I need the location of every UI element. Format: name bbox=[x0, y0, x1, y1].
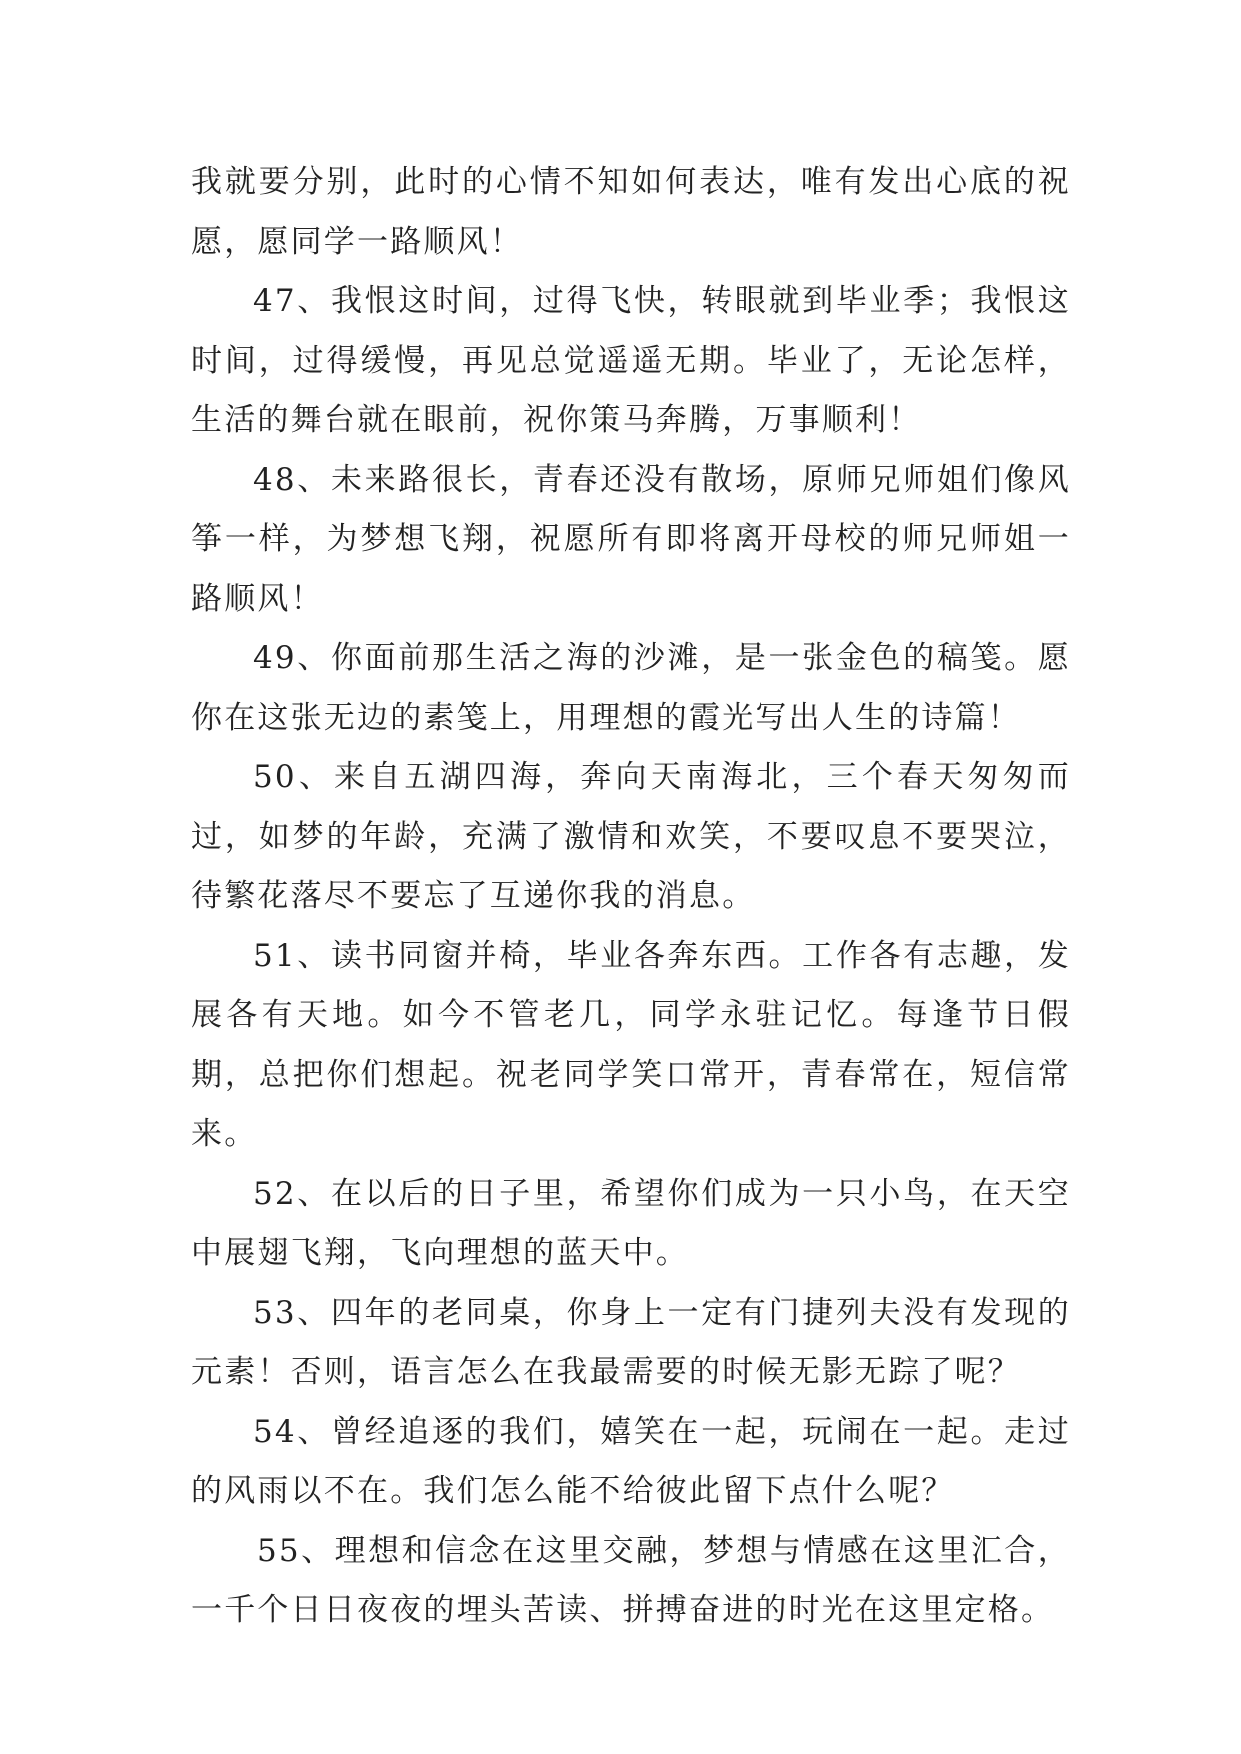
paragraph-55: 55、理想和信念在这里交融，梦想与情感在这里汇合，一千个日日夜夜的埋头苦读、拼搏奋进的时光在这里定格。 bbox=[191, 1532, 1071, 1628]
paragraph-51: 51、读书同窗并椅，毕业各奔东西。工作各有志趣，发展各有天地。如今不管老几，同学永驻记忆。每逢节日假期，总把你们想起。祝老同学笑口常开，青春常在，短信常来。 bbox=[191, 937, 1071, 1152]
paragraph-49: 49、你面前那生活之海的沙滩，是一张金色的稿笺。愿你在这张无边的素笺上，用理想的霞光写出人生的诗篇！ bbox=[191, 640, 1071, 736]
paragraph-53: 53、四年的老同桌，你身上一定有门捷列夫没有发现的元素！否则，语言怎么在我最需要的时候无影无踪了呢？ bbox=[191, 1294, 1071, 1390]
paragraph-48: 48、未来路很长，青春还没有散场，原师兄师姐们像风筝一样，为梦想飞翔，祝愿所有即将离开母校的师兄师姐一路顺风！ bbox=[191, 461, 1071, 617]
paragraph-54: 54、曾经追逐的我们，嬉笑在一起，玩闹在一起。走过的风雨以不在。我们怎么能不给彼此留下点什么呢？ bbox=[191, 1413, 1071, 1509]
paragraph-46-continuation: 我就要分别，此时的心情不知如何表达，唯有发出心底的祝愿，愿同学一路顺风！ bbox=[191, 164, 1071, 260]
paragraph-50: 50、来自五湖四海，奔向天南海北，三个春天匆匆而过，如梦的年龄，充满了激情和欢笑，不要叹息不要哭泣，待繁花落尽不要忘了互递你我的消息。 bbox=[191, 759, 1071, 914]
document-body bbox=[191, 153, 1071, 1641]
paragraph-47: 47、我恨这时间，过得飞快，转眼就到毕业季；我恨这时间，过得缓慢，再见总觉遥遥无期。毕业了，无论怎样，生活的舞台就在眼前，祝你策马奔腾，万事顺利！ bbox=[191, 283, 1071, 438]
paragraph-52: 52、在以后的日子里，希望你们成为一只小鸟，在天空中展翅飞翔，飞向理想的蓝天中。 bbox=[191, 1175, 1071, 1271]
